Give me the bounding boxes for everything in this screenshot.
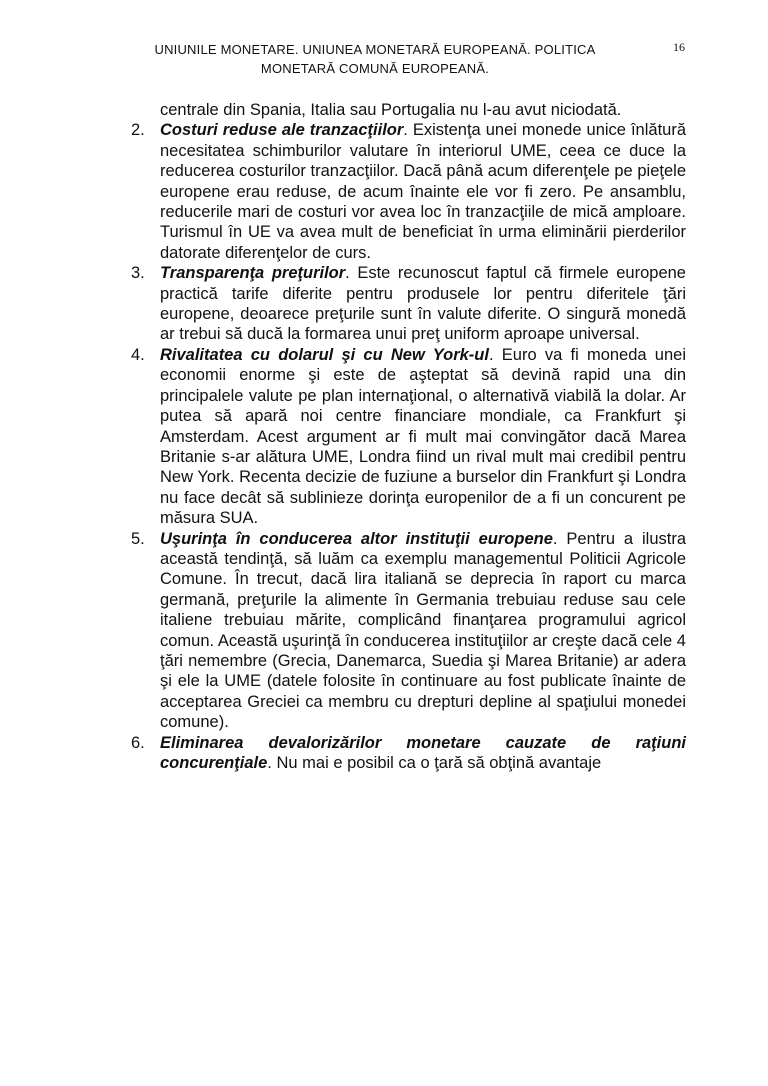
list-item-text: . Nu mai e posibil ca o ţară să obţină avantaje [267,754,602,772]
list-item-number: 4. [131,345,145,364]
page-number: 16 [673,40,685,54]
list-item [131,733,686,774]
header-line-1: UNIUNILE MONETARE. UNIUNEA MONETARĂ EUROPEANĂ. POLITICA [154,42,596,57]
list-item-heading: Eliminarea devalorizărilor monetare cauzate de raţiuni concurenţiale [160,733,686,772]
list-item-number: 6. [131,733,145,752]
list-item [131,263,686,345]
running-header [80,40,670,78]
list-item-text: . Existenţa unei monede unice înlătură necesitatea schimburilor valutare în interiorul UME, ceea ce duce la reducerea costurilor tranzacţiilor. Dacă până acum diferenţele pe pieţele europene erau reduse, de acum înainte ele vor fi zero. Pe ansamblu, reducerile mari de costuri vor avea loc în tranzacţiile de mică amploare. Turismul în UE va avea mult de beneficiat în urma eliminării pierderilor datorate diferenţelor de curs. [160,121,686,262]
list-item-heading: Uşurinţa în conducerea altor instituţii europene [160,529,553,548]
document-body [131,100,687,773]
list-item [131,120,686,263]
list-item-heading: Rivalitatea cu dolarul şi cu New York-ul [160,345,489,364]
list-item-text: . Pentru a ilustra această tendinţă, să luăm ca exemplu managementul Politicii Agricole Comune. În trecut, dacă lira italiană se deprecia în raport cu marca germană, preţurile la alimente în Germania trebuiau reduse sau cele italiene trebuiau mărite, complicând finanţarea programului agricol comun. Această uşurinţă în conducerea instituţiilor ar creşte dacă cele 4 ţări nemembre (Grecia, Danemarca, Suedia şi Marea Britanie) ar adera şi ele la UME (datele folosite în continuare au fost publicate înainte de acceptarea Greciei ca membru cu drepturi depline al spaţiului monedei comune). [160,529,687,732]
list-item-text: . Este recunoscut faptul că firmele europene practică tarife diferite pentru produsele lor pentru diferitele ţări europene, deoarece preţurile sunt în valute diferite. O singură monedă ar trebui să ducă la formarea unui preţ uniform aproape universal. [160,264,686,344]
list-item-heading: Costuri reduse ale tranzacţiilor [160,121,404,140]
list-item [131,529,687,733]
list-item-number: 5. [131,529,145,548]
list-item-text: . Euro va fi moneda unei economii enorme şi este de aşteptat să devină rapid una din principalele valute pe plan internaţional, o alternativă viabilă la dolar. Ar putea să apară noi centre financiare mondiale, ca Frankfurt şi Amsterdam. Acest argument ar fi mult mai convingător dacă Marea Britanie s-ar alătura UME, Londra fiind un rival mult mai credibil pentru New York. Recenta decizie de fuziune a burselor din Frankfurt şi Londra nu face decât să sublinieze dorinţa europenilor de a fi un concurent pe măsura SUA. [160,345,686,528]
continuation-paragraph: centrale din Spania, Italia sau Portugalia nu l-au avut niciodată. [160,101,622,119]
list-item [131,345,686,529]
header-line-2: MONETARĂ COMUNĂ EUROPEANĂ. [260,61,490,76]
list-item-number: 2. [131,121,145,140]
list-item-heading: Transparenţa preţurilor [160,264,346,283]
list-item-number: 3. [131,264,145,283]
